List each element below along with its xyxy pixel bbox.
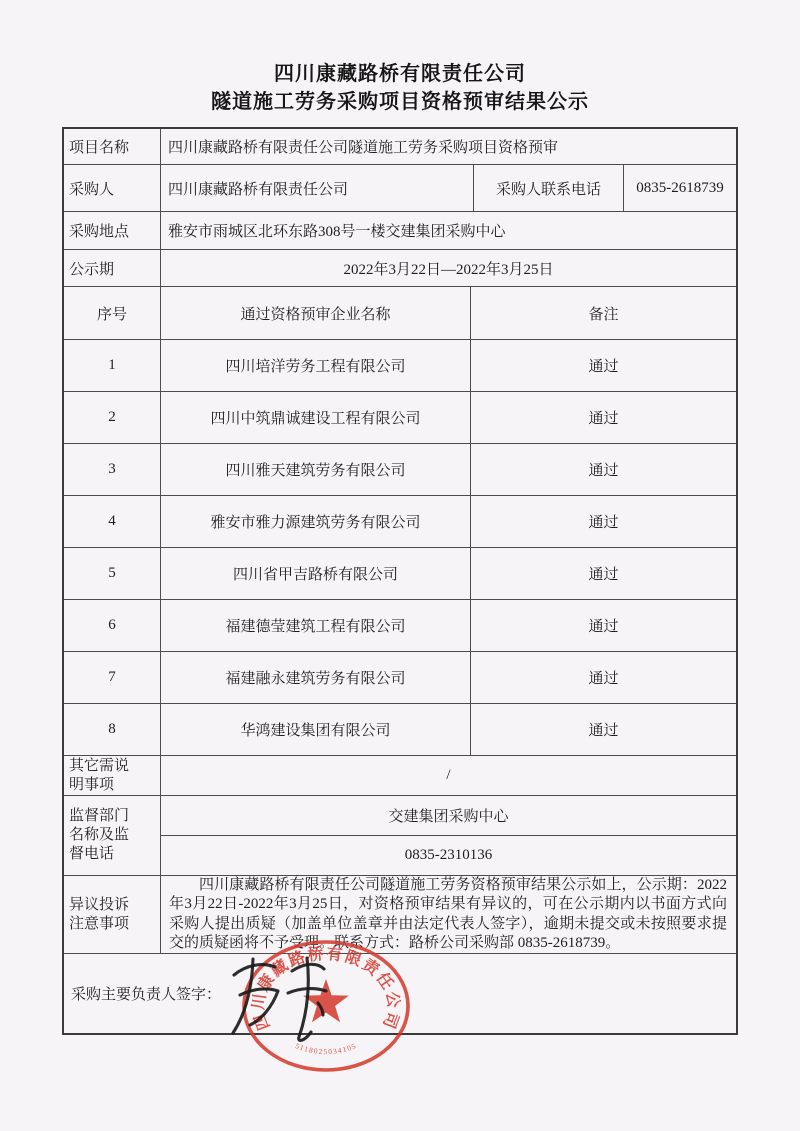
other-notes-label: 其它需说明事项 (64, 756, 161, 795)
handwritten-signature (222, 945, 352, 1050)
purchaser-value: 四川康藏路桥有限责任公司 (161, 165, 474, 211)
supervision-phone: 0835-2310136 (404, 847, 493, 863)
company-name: 四川中筑鼎诚建设工程有限公司 (161, 392, 471, 443)
supervision-department: 交建集团采购中心 (161, 796, 736, 836)
seal-company-text: 四川康藏路桥有限责任公司 (250, 945, 402, 1033)
row-no: 5 (64, 548, 161, 599)
signature-label: 采购主要负责人签字： (71, 987, 222, 1003)
period-value: 2022年3月22日—2022年3月25日 (343, 261, 554, 278)
row-period (64, 250, 736, 287)
company-name: 四川雅天建筑劳务有限公司 (161, 444, 471, 495)
title-line-2: 隧道施工劳务采购项目资格预审结果公示 (211, 91, 589, 113)
objection-text: 四川康藏路桥有限责任公司隧道施工劳务资格预审结果公示如上，公示期：2022年3月22日-2022年3月25日，对资格预审结果有异议的，可在公示期内以书面方式向采购人提出质疑（加盖单位盖章并由法定代表人签字），逾期未提交或未按照要求提交的质疑函将不予受理。联系方式：路桥公司采购部 0835-2618739。 (169, 876, 727, 951)
document-title (0, 60, 800, 116)
row-no: 7 (64, 652, 161, 703)
company-name: 四川省甲吉路桥有限公司 (161, 548, 471, 599)
row-no: 8 (64, 704, 161, 755)
title-line-1: 四川康藏路桥有限责任公司 (274, 63, 526, 85)
row-no: 3 (64, 444, 161, 495)
seal-number-text: 5118025034105 (293, 1041, 359, 1057)
announcement-table (62, 127, 738, 1035)
table-row (64, 600, 736, 652)
row-remark: 通过 (588, 411, 619, 427)
row-no: 4 (64, 496, 161, 547)
purchaser-label: 采购人 (64, 165, 161, 211)
row-no: 2 (64, 392, 161, 443)
location-value: 雅安市雨城区北环东路308号一楼交建集团采购中心 (168, 224, 506, 240)
project-name-label: 项目名称 (64, 129, 161, 164)
period-label: 公示期 (64, 250, 161, 286)
company-name: 雅安市雅力源建筑劳务有限公司 (161, 496, 471, 547)
table-row (64, 548, 736, 600)
company-name: 福建德莹建筑工程有限公司 (161, 600, 471, 651)
header-no: 序号 (64, 287, 161, 339)
supervision-values (161, 796, 736, 875)
table-row (64, 496, 736, 548)
row-no: 1 (64, 340, 161, 391)
table-row (64, 340, 736, 392)
header-company-name: 通过资格预审企业名称 (161, 287, 471, 339)
row-remark: 通过 (588, 463, 619, 479)
purchaser-phone-value: 0835-2618739 (636, 179, 724, 196)
other-notes-value: / (446, 767, 451, 783)
row-purchaser (64, 165, 736, 212)
row-table-header (64, 287, 736, 340)
company-name: 华鸿建设集团有限公司 (161, 704, 471, 755)
row-remark: 通过 (588, 619, 619, 635)
row-remark: 通过 (588, 723, 619, 739)
purchaser-phone-label: 采购人联系电话 (474, 165, 624, 211)
row-remark: 通过 (588, 671, 619, 687)
row-project-name (64, 129, 736, 165)
row-no: 6 (64, 600, 161, 651)
company-name: 四川培洋劳务工程有限公司 (161, 340, 471, 391)
row-remark: 通过 (588, 515, 619, 531)
row-location (64, 212, 736, 250)
row-remark: 通过 (588, 567, 619, 583)
header-remark: 备注 (588, 306, 619, 323)
table-row (64, 704, 736, 756)
objection-label: 异议投诉注意事项 (64, 876, 161, 953)
supervision-label: 监督部门名称及监督电话 (64, 796, 161, 875)
table-row (64, 444, 736, 496)
row-other-notes (64, 756, 736, 796)
table-row (64, 392, 736, 444)
row-supervision (64, 796, 736, 876)
table-row (64, 652, 736, 704)
company-name: 福建融永建筑劳务有限公司 (161, 652, 471, 703)
location-label: 采购地点 (64, 212, 161, 249)
row-remark: 通过 (588, 359, 619, 375)
project-name-value: 四川康藏路桥有限责任公司隧道施工劳务采购项目资格预审 (168, 140, 559, 156)
